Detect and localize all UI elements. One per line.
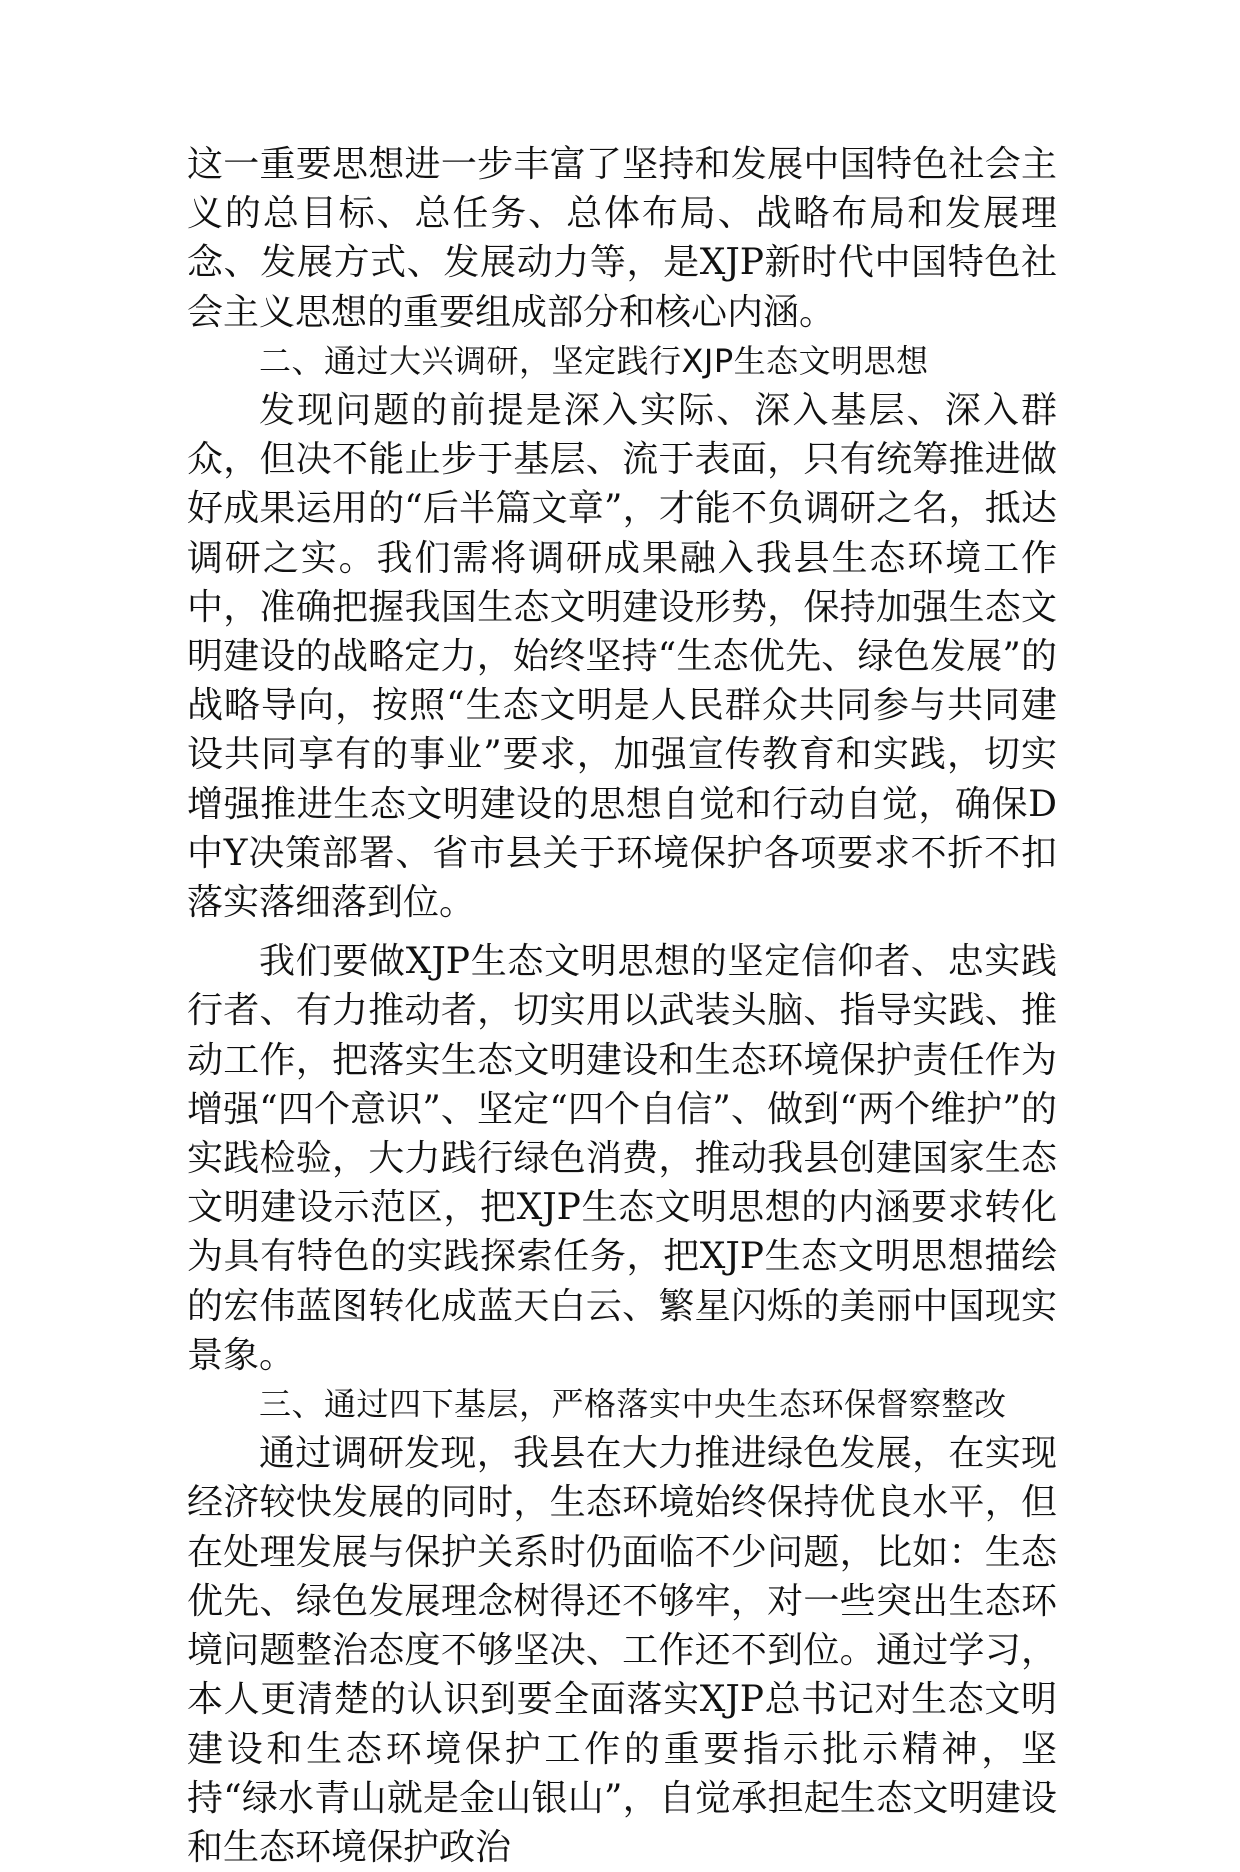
body-paragraph: 这一重要思想进一步丰富了坚持和发展中国特色社会主义的总目标、总任务、总体布局、战略布局和发展理念、发展方式、发展动力等，是XJP新时代中国特色社会主义思想的重要组成部分和核心内涵。 [187, 144, 1057, 333]
section-heading-3: 三、通过四下基层，严格落实中央生态环保督察整改 [259, 1385, 1007, 1424]
document-body [187, 140, 1057, 1872]
body-paragraph: 通过调研发现，我县在大力推进绿色发展，在实现经济较快发展的同时，生态环境始终保持优良水平，但在处理发展与保护关系时仍面临不少问题，比如：生态优先、绿色发展理念树得还不够牢，对一些突出生态环境问题整治态度不够坚决、工作还不到位。通过学习，本人更清楚的认识到要全面落实XJP总书记对生态文明建设和生态环境保护工作的重要指示批示精神，坚持“绿水青山就是金山银山”，自觉承担起生态文明建设和生态环境保护政治 [187, 1433, 1057, 1868]
section-heading-2: 二、通过大兴调研，坚定践行XJP生态文明思想 [259, 341, 929, 380]
body-paragraph: 我们要做XJP生态文明思想的坚定信仰者、忠实践行者、有力推动者，切实用以武装头脑、指导实践、推动工作，把落实生态文明建设和生态环境保护责任作为增强“四个意识”、坚定“四个自信”、做到“两个维护”的实践检验，大力践行绿色消费，推动我县创建国家生态文明建设示范区，把XJP生态文明思想的内涵要求转化为具有特色的实践探索任务，把XJP生态文明思想描绘的宏伟蓝图转化成蓝天白云、繁星闪烁的美丽中国现实景象。 [187, 941, 1057, 1376]
body-paragraph: 发现问题的前提是深入实际、深入基层、深入群众，但决不能止步于基层、流于表面，只有统筹推进做好成果运用的“后半篇文章”，才能不负调研之名，抵达调研之实。我们需将调研成果融入我县生态环境工作中，准确把握我国生态文明建设形势，保持加强生态文明建设的战略定力，始终坚持“生态优先、绿色发展”的战略导向，按照“生态文明是人民群众共同参与共同建设共同享有的事业”要求，加强宣传教育和实践，切实增强推进生态文明建设的思想自觉和行动自觉，确保D中Y决策部署、省市县关于环境保护各项要求不折不扣落实落细落到位。 [187, 390, 1057, 924]
